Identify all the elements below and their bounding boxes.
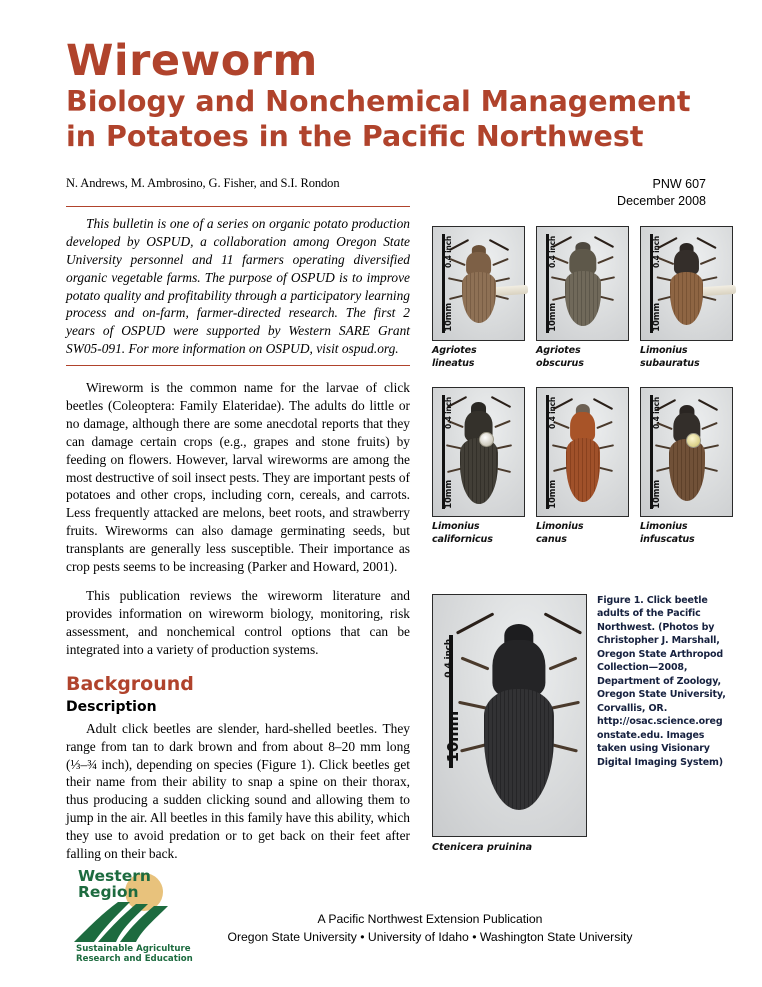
specimen-species: infuscatus [640, 533, 695, 545]
page-subtitle-line2: in Potatoes in the Pacific Northwest [66, 119, 644, 153]
masthead [66, 36, 706, 155]
footer-line-1: A Pacific Northwest Extension Publication [317, 912, 543, 926]
beetle-elytra [669, 439, 705, 502]
beetle-elytra [460, 438, 498, 505]
beetle-illustration [462, 244, 496, 324]
specimen-photo-agriotes-lineatus [432, 226, 525, 341]
beetle-illustration [669, 403, 705, 501]
beetle-elytra [565, 271, 601, 326]
scale-label-inch: 0.4 inch [444, 397, 453, 430]
publication-info [617, 176, 706, 210]
specimen-cell [640, 226, 733, 370]
scale-label-inch: 0.4 inch [652, 397, 661, 430]
specimen-photo-limonius-infuscatus [640, 387, 733, 517]
specimen-photo-agriotes-obscurus [536, 226, 629, 341]
specimen-cell [432, 226, 525, 370]
specimen-species: lineatus [432, 357, 475, 369]
subsection-heading-description: Description [66, 699, 157, 716]
specimen-cell [640, 387, 733, 546]
specimen-caption [536, 521, 629, 546]
beetle-illustration [566, 402, 600, 502]
page-title: Wireworm [66, 36, 318, 86]
specimen-genus: Limonius [536, 521, 584, 533]
beetle-illustration [460, 400, 498, 504]
abstract-rule-top [66, 206, 410, 207]
photo-row-2 [432, 387, 732, 546]
specimen-species: obscurus [536, 357, 584, 369]
scale-label-mm: 10mm [548, 479, 558, 509]
scale-label-inch: 0.4 inch [444, 236, 453, 268]
body-paragraph-1: Wireworm is the common name for the larvae of click beetles (Coleoptera: Family Elateridae). The adults do little or no damage, although there are some anecdotal reports that they can damage certain crops (e.g., grapes and stone fruits) by feeding on flowers. However, larval wireworms are among the most destructive of soil insect pests. They are important pests of potatoes and other crops, including corn, cereals, and carrots. Less frequently attacked are melons, beet roots, and strawberry fruits. Wireworms can also damage germinating seeds, but transplants are generally less susceptible. Their importance as crop pests seems to be increasing (Parker and Howard, 2001). [66, 380, 410, 575]
footer [190, 911, 670, 946]
main-text-column [66, 206, 410, 874]
body-paragraph-3: Adult click beetles are slender, hard-shelled beetles. They range from tan to dark brown and from about 8–20 mm long (⅓–¾ inch), depending on species (Figure 1). Click beetles get their name from their ability to snap a spine on their thorax, thus producing a sudden clicking sound and allowing them to jump in the air. All beetles in this family have this ability, which they use to avoid predation or to get back on their feet after falling on their back. [66, 720, 410, 861]
publication-date: December 2008 [617, 193, 706, 208]
specimen-photo-limonius-californicus [432, 387, 525, 517]
figure-bottom-block [432, 594, 732, 853]
scale-label-mm: 10mm [444, 303, 454, 332]
figure-caption: Figure 1. Click beetle adults of the Pacific Northwest. (Photos by Christopher J. Marshall, Oregon State Arthropod Collection—2008, Department of Zoology, Oregon State University, Corvallis, OR. http://osac.science.oregonstate.edu. Images taken using Visionary Digital Imaging System) [597, 595, 726, 768]
figure-photo-grid [432, 226, 732, 556]
scale-label-inch: 0.4 inch [652, 236, 661, 268]
body-block [66, 379, 410, 863]
svg-text:Region: Region [78, 883, 139, 901]
scale-label-mm: 10mm [652, 303, 662, 332]
scale-label-mm: 10mm [548, 303, 558, 332]
authors-line: N. Andrews, M. Ambrosino, G. Fisher, and S.I. Rondon [66, 176, 340, 190]
scale-label-inch: 0.4 inch [548, 236, 557, 268]
svg-text:Research and Education: Research and Education [76, 954, 193, 964]
specimen-species: californicus [432, 533, 493, 545]
specimen-caption [640, 345, 733, 370]
specimen-cell [536, 226, 629, 370]
publication-number: PNW 607 [652, 177, 706, 191]
specimen-genus: Limonius [432, 521, 480, 533]
specimen-caption [640, 521, 733, 546]
byline-row [66, 176, 706, 210]
beetle-elytra [462, 272, 496, 323]
specimen-species: canus [536, 533, 567, 545]
body-paragraph-2: This publication reviews the wireworm literature and provides information on wireworm biology, monitoring, risk assessment, and nonchemical control options that can be integrated into a variety of production systems. [66, 587, 410, 657]
beetle-illustration [670, 242, 703, 326]
specimen-species: pruinina [487, 842, 533, 853]
specimen-caption-large [432, 842, 587, 853]
photo-row-1 [432, 226, 732, 370]
beetle-elytra [484, 689, 554, 811]
abstract-paragraph: This bulletin is one of a series on organic potato production developed by OSPUD, a collaboration among Oregon State University personnel and 11 farmers operating diversified organic vegetable farms. The purpose of OSPUD is to improve potato quality and profitability through a participatory learning process and on-farm, farmer-directed research. The first 2 years of OSPUD were supported by Western SARE Grant SW05-091. For more information on OSPUD, visit ospud.org. [66, 216, 410, 357]
sare-western-region-logo [72, 862, 193, 964]
specimen-photo-ctenicera-pruinina [432, 594, 587, 837]
scale-label-mm: 10mm [652, 479, 662, 509]
specimen-genus: Limonius [640, 345, 688, 356]
specimen-cell [432, 387, 525, 546]
beetle-illustration [565, 241, 601, 327]
scale-label-mm: 10mm [444, 479, 454, 509]
section-heading-background: Background [66, 673, 194, 696]
specimen-species: subauratus [640, 357, 700, 369]
svg-text:Sustainable Agriculture: Sustainable Agriculture [76, 944, 191, 954]
specimen-caption [536, 345, 629, 370]
abstract-rule-bottom [66, 365, 410, 366]
beetle-illustration [484, 621, 554, 811]
beetle-elytra [566, 438, 600, 502]
specimen-genus: Ctenicera [432, 842, 484, 853]
specimen-caption [432, 345, 525, 370]
scale-label-inch: 0.4 inch [444, 639, 454, 678]
scale-label-mm: 10mm [444, 710, 462, 762]
footer-line-2: Oregon State University • University of Idaho • Washington State University [227, 929, 633, 944]
specimen-caption [432, 521, 525, 546]
specimen-photo-limonius-canus [536, 387, 629, 517]
svg-text:Western: Western [78, 867, 151, 885]
specimen-genus: Agriotes [536, 345, 581, 356]
specimen-cell-large [432, 594, 587, 853]
specimen-genus: Limonius [640, 521, 688, 533]
scale-label-inch: 0.4 inch [548, 397, 557, 430]
specimen-cell [536, 387, 629, 546]
beetle-elytra [670, 272, 703, 326]
specimen-genus: Agriotes [432, 345, 477, 356]
specimen-photo-limonius-subauratus [640, 226, 733, 341]
page-subtitle-line1: Biology and Nonchemical Management [66, 85, 691, 118]
